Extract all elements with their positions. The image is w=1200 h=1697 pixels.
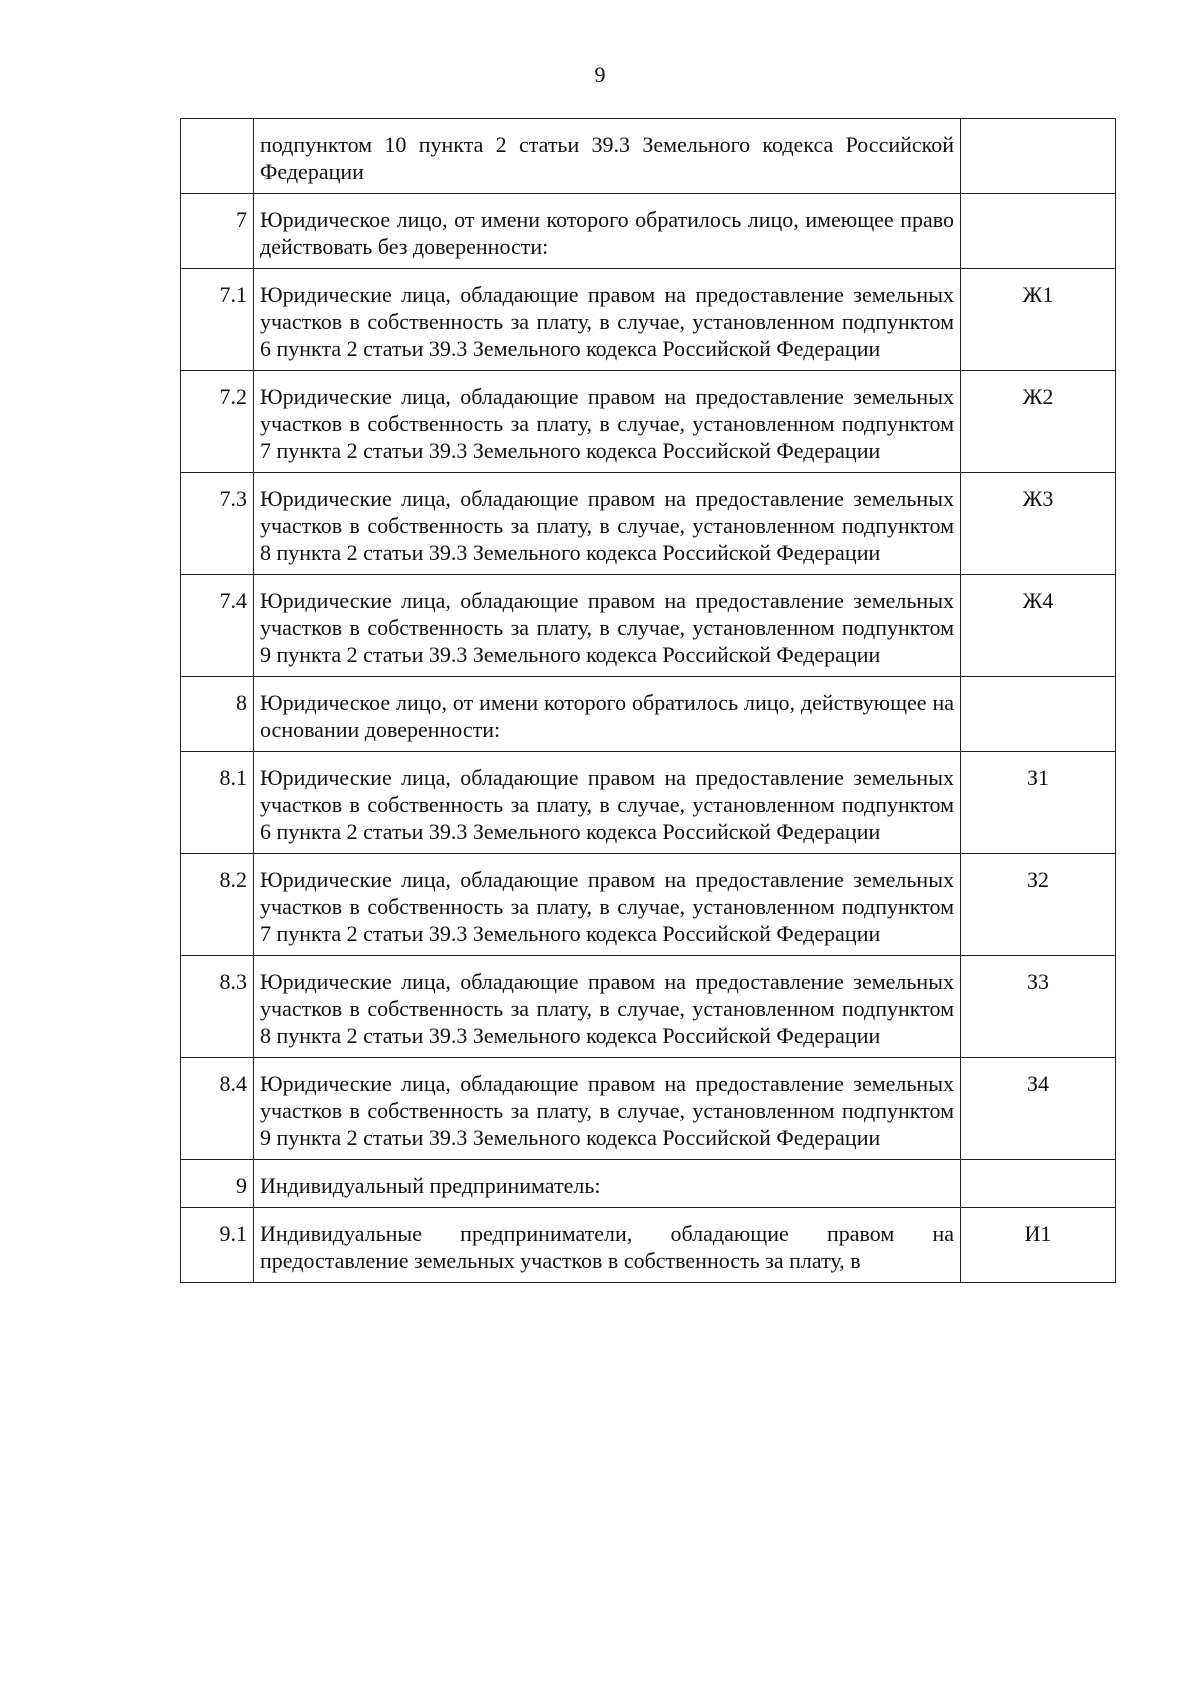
row-number: 8.3 [181, 956, 254, 1058]
table-row [181, 269, 1116, 371]
row-number: 8.1 [181, 752, 254, 854]
row-code: Ж1 [961, 269, 1116, 371]
codes-table [180, 118, 1116, 1283]
table-row [181, 677, 1116, 752]
row-description: Юридические лица, обладающие правом на предоставление земельных участков в собственность за плату, в случае, установленном подпунктом 7 пункта 2 статьи 39.3 Земельного кодекса Российской Федерации [254, 854, 961, 956]
row-code: Ж4 [961, 575, 1116, 677]
row-code: З4 [961, 1058, 1116, 1160]
row-description: Юридические лица, обладающие правом на предоставление земельных участков в собственность за плату, в случае, установленном подпунктом 9 пункта 2 статьи 39.3 Земельного кодекса Российской Федерации [254, 575, 961, 677]
row-code [961, 1160, 1116, 1208]
row-description: подпунктом 10 пункта 2 статьи 39.3 Земельного кодекса Российской Федерации [254, 119, 961, 194]
table-row [181, 752, 1116, 854]
row-description: Индивидуальные предприниматели, обладающие правом на предоставление земельных участков в собственность за плату, в [254, 1208, 961, 1283]
page-number: 9 [594, 62, 606, 87]
table-row [181, 956, 1116, 1058]
row-code: Ж2 [961, 371, 1116, 473]
row-description: Юридические лица, обладающие правом на предоставление земельных участков в собственность за плату, в случае, установленном подпунктом 6 пункта 2 статьи 39.3 Земельного кодекса Российской Федерации [254, 269, 961, 371]
table-row [181, 371, 1116, 473]
row-description: Юридическое лицо, от имени которого обратилось лицо, имеющее право действовать без доверенности: [254, 194, 961, 269]
row-number: 7.4 [181, 575, 254, 677]
table-row [181, 1160, 1116, 1208]
row-number: 9.1 [181, 1208, 254, 1283]
row-number: 8.2 [181, 854, 254, 956]
row-description: Юридические лица, обладающие правом на предоставление земельных участков в собственность за плату, в случае, установленном подпунктом 7 пункта 2 статьи 39.3 Земельного кодекса Российской Федерации [254, 371, 961, 473]
row-code: З1 [961, 752, 1116, 854]
row-code: И1 [961, 1208, 1116, 1283]
row-description: Юридические лица, обладающие правом на предоставление земельных участков в собственность за плату, в случае, установленном подпунктом 9 пункта 2 статьи 39.3 Земельного кодекса Российской Федерации [254, 1058, 961, 1160]
table-row [181, 1058, 1116, 1160]
table-row [181, 473, 1116, 575]
row-number: 9 [181, 1160, 254, 1208]
table-row [181, 854, 1116, 956]
row-description: Юридические лица, обладающие правом на предоставление земельных участков в собственность за плату, в случае, установленном подпунктом 8 пункта 2 статьи 39.3 Земельного кодекса Российской Федерации [254, 956, 961, 1058]
row-code [961, 119, 1116, 194]
table-row [181, 575, 1116, 677]
row-code: Ж3 [961, 473, 1116, 575]
row-number: 7.1 [181, 269, 254, 371]
row-number: 8.4 [181, 1058, 254, 1160]
table-row [181, 1208, 1116, 1283]
row-number: 7.2 [181, 371, 254, 473]
row-number: 7.3 [181, 473, 254, 575]
row-code: З3 [961, 956, 1116, 1058]
table-row [181, 119, 1116, 194]
row-number: 7 [181, 194, 254, 269]
row-description: Юридические лица, обладающие правом на предоставление земельных участков в собственность за плату, в случае, установленном подпунктом 8 пункта 2 статьи 39.3 Земельного кодекса Российской Федерации [254, 473, 961, 575]
row-description: Индивидуальный предприниматель: [254, 1160, 961, 1208]
row-code: З2 [961, 854, 1116, 956]
table-row [181, 194, 1116, 269]
row-description: Юридическое лицо, от имени которого обратилось лицо, действующее на основании доверенности: [254, 677, 961, 752]
row-description: Юридические лица, обладающие правом на предоставление земельных участков в собственность за плату, в случае, установленном подпунктом 6 пункта 2 статьи 39.3 Земельного кодекса Российской Федерации [254, 752, 961, 854]
row-number: 8 [181, 677, 254, 752]
row-code [961, 194, 1116, 269]
row-code [961, 677, 1116, 752]
row-number [181, 119, 254, 194]
